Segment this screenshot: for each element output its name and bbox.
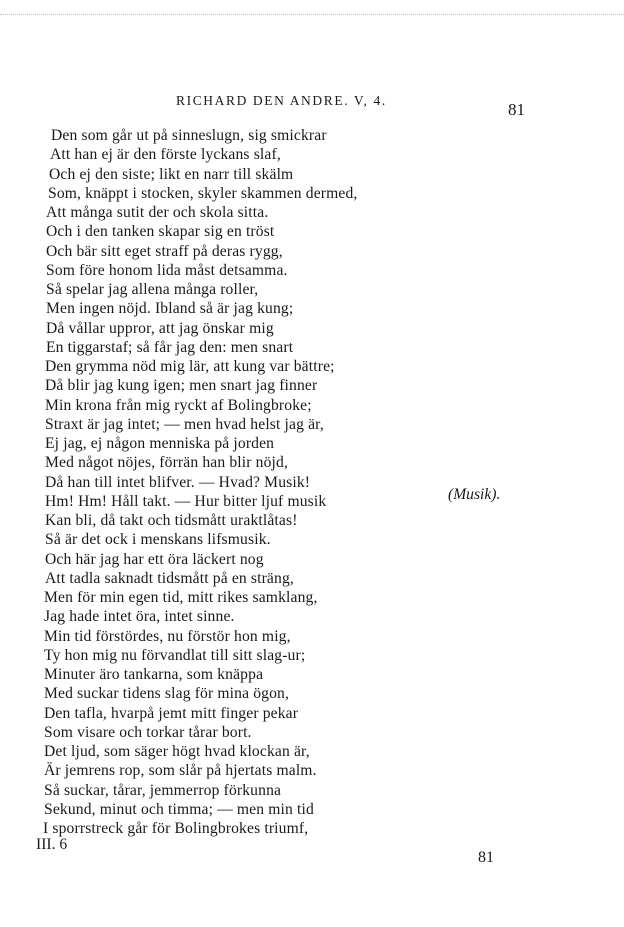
page-number: 81 [508, 100, 525, 119]
verse-line: Att tadla saknadt tidsmått på en sträng, [45, 569, 294, 587]
running-head: RICHARD DEN ANDRE. V, 4. [176, 93, 387, 108]
verse-line: Hm! Hm! Håll takt. — Hur bitter ljuf musik [45, 492, 327, 510]
verse-line: Den tafla, hvarpå jemt mitt finger pekar [44, 704, 299, 722]
verse-line: Och bär sitt eget straff på deras rygg, [46, 242, 283, 260]
verse-line: Så suckar, tårar, jemmerrop förkunna [44, 781, 282, 799]
verse-line: Då han till intet blifver. — Hvad? Musik! [45, 473, 311, 491]
verse-line: Min krona från mig ryckt af Bolingbroke; [45, 396, 312, 414]
scan-edge-line [0, 14, 624, 15]
verse-line: En tiggarstaf; så får jag den: men snart [46, 338, 294, 356]
verse-line: Som före honom lida måst detsamma. [46, 261, 288, 279]
verse-line: Minuter äro tankarna, som knäppa [44, 666, 264, 683]
verse-line: Och ej den siste; likt en narr till skälm [49, 165, 294, 183]
verse-line: Så spelar jag allena många roller, [46, 281, 259, 298]
verse-line: Då vållar uppror, att jag önskar mig [46, 319, 274, 337]
verse-line: Då blir jag kung igen; men snart jag finner [45, 377, 318, 395]
verse-line: Min tid förstördes, nu förstör hon mig, [44, 627, 291, 645]
verse-line: Kan bli, då takt och tidsmått uraktlåtas! [45, 512, 298, 529]
stage-direction: (Musik). [448, 486, 501, 503]
verse-line: Så är det ock i menskans lifsmusik. [45, 531, 271, 549]
verse-line: I sporrstreck går för Bolingbrokes triumf, [43, 820, 309, 837]
footer-page-number: 81 [478, 849, 494, 866]
verse-line: Ty hon mig nu förvandlat till sitt slag-ur; [44, 646, 306, 664]
verse-line: Som, knäppt i stocken, skyler skammen dermed, [48, 184, 358, 202]
verse-line: Att han ej är den förste lyckans slaf, [50, 146, 281, 164]
verse-line: Det ljud, som säger högt hvad klockan är, [44, 743, 310, 760]
verse-line: Att många sutit der och skola sitta. [46, 204, 269, 221]
verse-line: Den grymma nöd mig lär, att kung var bättre; [45, 358, 335, 375]
verse-line: Och i den tanken skapar sig en tröst [46, 223, 275, 241]
verse-line: Den som går ut på sinneslugn, sig smickrar [51, 127, 327, 144]
verse-line: Ej jag, ej någon menniska på jorden [45, 435, 275, 452]
verse-line: Men ingen nöjd. Ibland så är jag kung; [46, 300, 294, 318]
verse-line: Sekund, minut och timma; — men min tid [44, 800, 314, 818]
verse-line: Straxt är jag intet; — men hvad helst jag är, [45, 415, 324, 433]
verse-line: Är jemrens rop, som slår på hjertats malm. [44, 762, 317, 780]
verse-line: Med något nöjes, förrän han blir nöjd, [45, 454, 289, 472]
verse-line: Med suckar tidens slag för mina ögon, [44, 685, 290, 703]
verse-line: Och här jag har ett öra läckert nog [45, 550, 264, 568]
printer-signature: III. 6 [36, 836, 68, 853]
verse-line: Jag hade intet öra, intet sinne. [44, 608, 235, 626]
verse-line: Som visare och torkar tårar bort. [44, 723, 252, 741]
verse-line: Men för min egen tid, mitt rikes samklang, [44, 589, 318, 606]
